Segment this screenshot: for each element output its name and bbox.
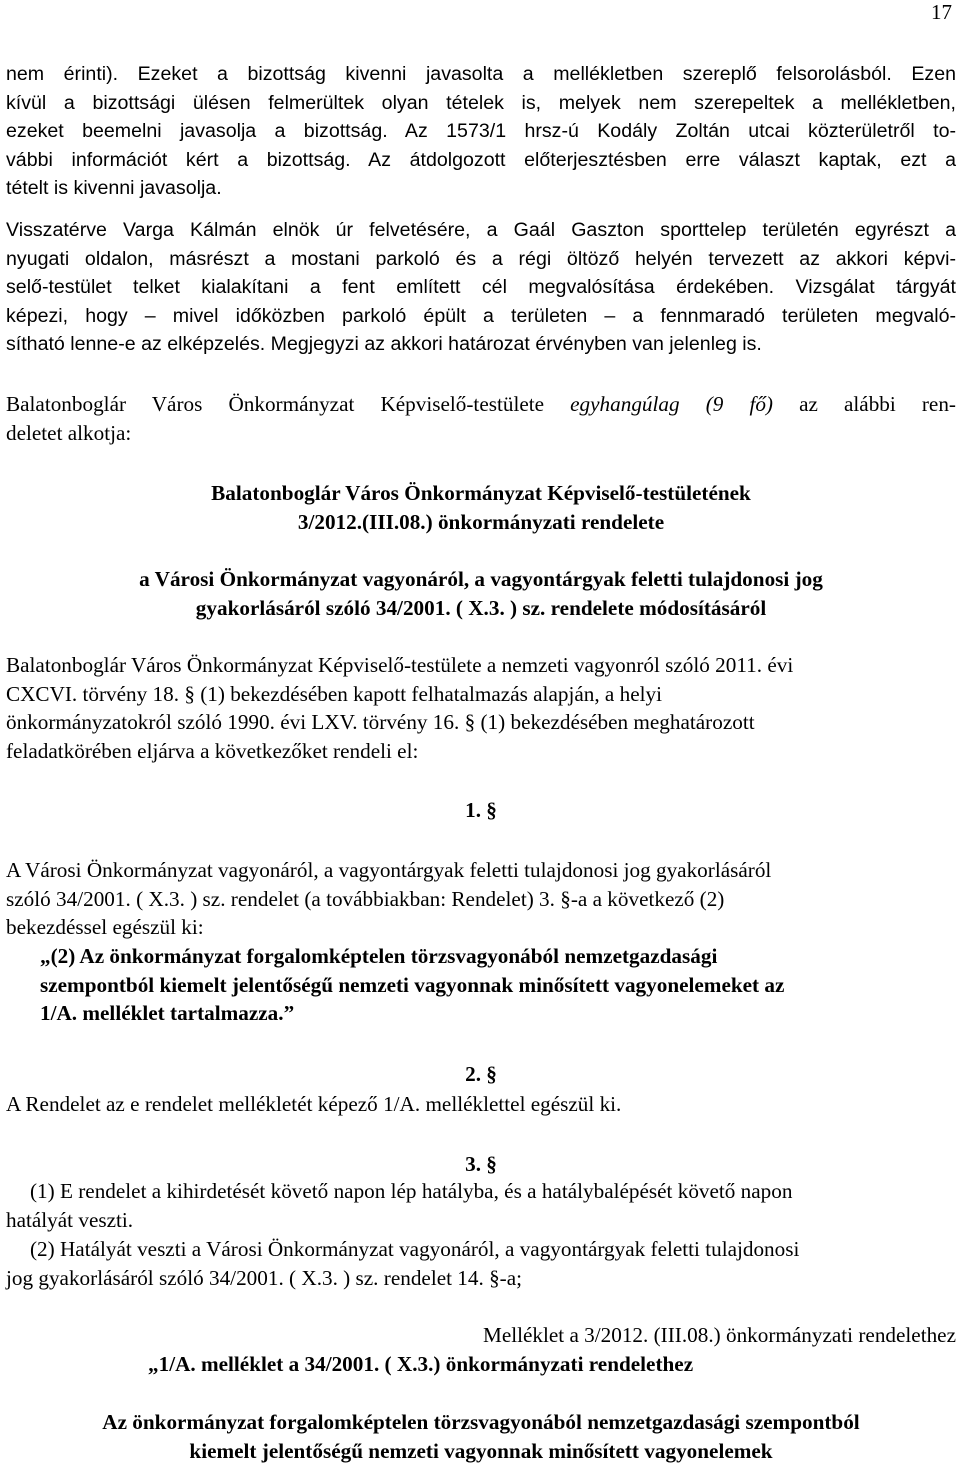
decree-subject-line: gyakorlásáról szóló 34/2001. ( X.3. ) sz. rendelete módosításáról (195, 595, 767, 620)
quote-line: szempontból kiemelt jelentőségű nemzeti vagyonnak minősített vagyonelemeket az (40, 972, 785, 997)
decree-subject (6, 565, 956, 622)
section-1-quote (40, 942, 945, 1028)
vote-text-after: az alábbi ren- (772, 392, 956, 416)
visszaterve-paragraph (6, 216, 956, 359)
page-number: 17 (931, 0, 952, 24)
annex-heading (6, 1408, 956, 1465)
text-line: hatályát veszti. (6, 1207, 134, 1232)
text-line: Balatonboglár Város Önkormányzat Képviselő-testülete a nemzeti vagyonról szóló 2011. évi (6, 653, 794, 677)
text-line: CXCVI. törvény 18. § (1) bekezdésében kapott felhatalmazás alapján, a helyi (6, 681, 662, 706)
section-3-paragraph-2 (6, 1235, 956, 1292)
section-1-heading: 1. § (465, 798, 497, 822)
section-2-heading: 2. § (465, 1062, 497, 1086)
text-line: nem érinti). Ezeket a bizottság kivenni javasolta a mellékletben szereplő felsorolásból. Ezen (6, 63, 956, 85)
quote-line: „(2) Az önkormányzat forgalomképtelen törzsvagyonából nemzetgazdasági (40, 944, 718, 968)
vote-paragraph (6, 390, 956, 447)
text-line: A Városi Önkormányzat vagyonáról, a vagyontárgyak feletti tulajdonosi jog gyakorlásáról (6, 858, 772, 882)
section-1-paragraph (6, 856, 956, 942)
text-line: nyugati oldalon, másrészt a mostani parkoló és a régi öltöző helyén tervezett az akkori képvi- (6, 247, 956, 270)
vote-result: egyhangúlag (9 fő) (570, 392, 773, 416)
text-line: ezeket beemelni javasolja a bizottság. Az 1573/1 hrsz-ú Kodály Zoltán utcai közterületről to- (6, 120, 956, 142)
vote-text: Balatonboglár Város Önkormányzat Képviselő-testülete (6, 392, 571, 416)
text-line: (2) Hatályát veszti a Városi Önkormányzat vagyonáról, a vagyontárgyak feletti tulajdonosi (30, 1237, 800, 1261)
annex-heading-line: kiemelt jelentőségű nemzeti vagyonnak minősített vagyonelemek (189, 1438, 773, 1463)
text-line: vábbi információt kért a bizottság. Az átdolgozott előterjesztésben erre választ kaptak, ezt a (6, 148, 956, 171)
text-line: képezi, hogy – mivel időközben parkoló épült a területen – a fennmaradó területen megvaló- (6, 304, 956, 327)
decree-title (6, 479, 956, 536)
text-line: Visszatérve Varga Kálmán elnök úr felvetésére, a Gaál Gaszton sporttelep területén egyrészt a (6, 219, 956, 241)
preamble-paragraph (6, 651, 956, 765)
decree-number: 3/2012.(III.08.) önkormányzati rendelete (297, 509, 665, 534)
text-line: selő-testület telket kialakítani a fent említett cél megvalósítása érdekében. Vizsgálat tárgyát (6, 276, 956, 298)
text-line: jog gyakorlásáról szóló 34/2001. ( X.3. ) sz. rendelet 14. §-a; (6, 1265, 523, 1290)
text-line: tételt is kivenni javasolja. (6, 177, 222, 199)
decree-title-line: Balatonboglár Város Önkormányzat Képviselő-testületének (211, 481, 751, 505)
vote-line (6, 390, 956, 419)
text-line: önkormányzatokról szóló 1990. évi LXV. törvény 16. § (1) bekezdésében meghatározott (6, 710, 755, 734)
quote-line: 1/A. melléklet tartalmazza.” (40, 1001, 295, 1025)
text-line: sítható lenne-e az elképzelés. Megjegyzi az akkori határozat érvényben van jelenleg is. (6, 333, 762, 355)
section-2-text: A Rendelet az e rendelet mellékletét képező 1/A. melléklettel egészül ki. (6, 1092, 622, 1116)
annex-reference: Melléklet a 3/2012. (III.08.) önkormányzati rendelethez (482, 1323, 956, 1347)
section-3-heading: 3. § (465, 1152, 497, 1176)
text-line: kívül a bizottsági ülésen felmerültek olyan tételek is, melyek nem szerepeltek a mellékletben, (6, 91, 956, 114)
annex-heading-line: Az önkormányzat forgalomképtelen törzsvagyonából nemzetgazdasági szempontból (102, 1410, 860, 1434)
text-line: bekezdéssel egészül ki: (6, 915, 204, 939)
text-line: szóló 34/2001. ( X.3. ) sz. rendelet (a továbbiakban: Rendelet) 3. §-a a következő (2) (6, 886, 725, 911)
text-line: (1) E rendelet a kihirdetését követő napon lép hatályba, és a hatálybalépését követő napon (30, 1179, 793, 1203)
annex-title: „1/A. melléklet a 34/2001. ( X.3.) önkormányzati rendelethez (148, 1352, 694, 1376)
decree-subject-line: a Városi Önkormányzat vagyonáról, a vagyontárgyak feletti tulajdonosi jog (139, 567, 823, 591)
intro-paragraph (6, 60, 956, 203)
text-line: deletet alkotja: (6, 420, 132, 445)
text-line: feladatkörében eljárva a következőket rendeli el: (6, 738, 419, 763)
section-3-paragraph-1 (6, 1177, 956, 1234)
